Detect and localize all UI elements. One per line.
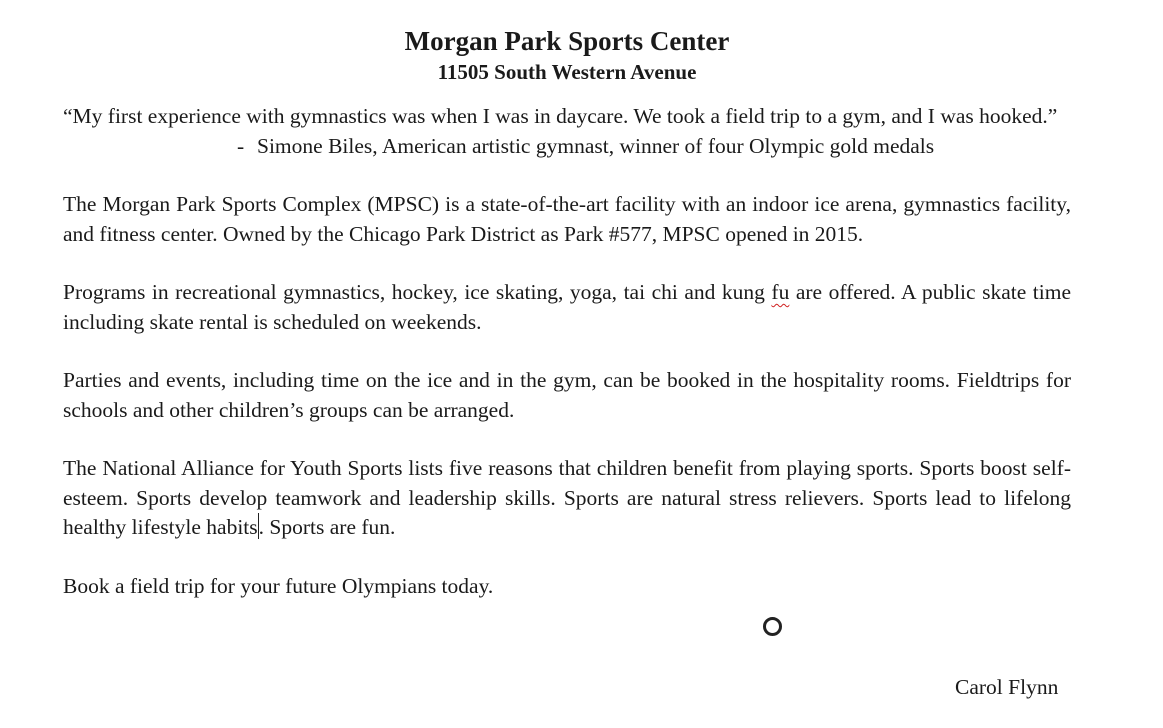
spelling-flagged-word[interactable]: fu xyxy=(771,280,790,304)
quote-paragraph[interactable]: “My first experience with gymnastics was when I was in daycare. We took a field trip to a gym, and I was hooked.” xyxy=(63,104,1058,128)
mouse-pointer-icon xyxy=(763,617,782,636)
signature[interactable]: Carol Flynn xyxy=(955,675,1059,699)
paragraph-closing[interactable]: Book a field trip for your future Olympians today. xyxy=(63,573,494,598)
page-title: Morgan Park Sports Center xyxy=(404,26,730,56)
paragraph-parties[interactable]: Parties and events, including time on the ice and in the gym, can be booked in the hospitality rooms. Fieldtrips for schools and other children’s groups can be arranged. xyxy=(63,368,1071,422)
paragraph-programs[interactable] xyxy=(63,278,1071,337)
programs-text-start: Programs in recreational gymnastics, hockey, ice skating, yoga, tai chi and kung xyxy=(63,280,772,304)
quote-attribution[interactable] xyxy=(63,132,1071,162)
attribution-dash: - xyxy=(237,133,245,158)
benefits-text-end: . Sports are fun. xyxy=(258,515,396,539)
benefits-text-start: The National Alliance for Youth Sports lists five reasons that children benefit from playing sports. Sports boost self-esteem. Sports develop teamwork and leadership skills. Sports are natural stress relievers. Sports lead to lifelong healthy lifestyle habits xyxy=(63,456,1071,539)
programs-text-end: are offered. A public skate time including skate rental is scheduled on weekends. xyxy=(63,280,1071,334)
document-page[interactable] xyxy=(63,24,1071,630)
attribution-text: Simone Biles, American artistic gymnast, winner of four Olympic gold medals xyxy=(257,133,935,158)
page-subtitle: 11505 South Western Avenue xyxy=(437,60,697,84)
paragraph-facility[interactable]: The Morgan Park Sports Complex (MPSC) is a state-of-the-art facility with an indoor ice arena, gymnastics facility, and fitness center. Owned by the Chicago Park District as Park #577, MPSC opened in 2015. xyxy=(63,192,1071,246)
paragraph-benefits[interactable] xyxy=(63,454,1071,543)
